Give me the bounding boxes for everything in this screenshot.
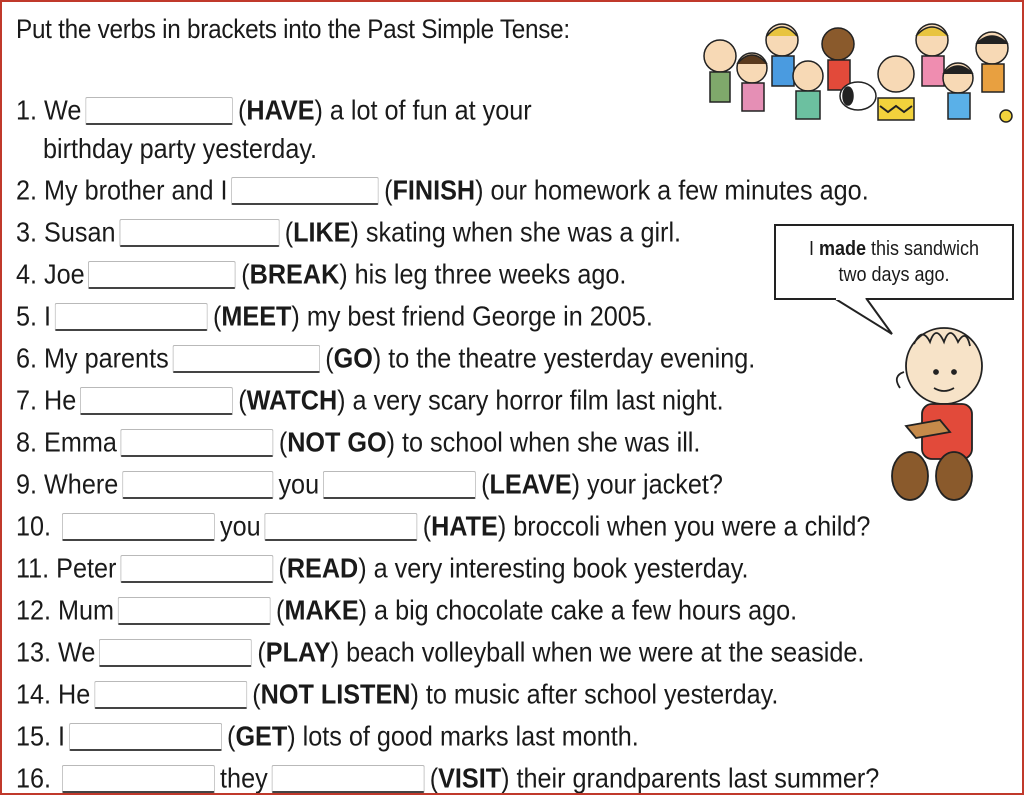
exercise-number: 4. bbox=[16, 258, 38, 290]
exercise-number: 5. bbox=[16, 300, 38, 332]
exercise-2 bbox=[16, 170, 869, 208]
verb-bracket: (BREAK bbox=[241, 258, 340, 290]
answer-blank-1-1[interactable] bbox=[85, 97, 233, 125]
answer-blank-4-1[interactable] bbox=[88, 261, 236, 289]
exercise-11 bbox=[16, 548, 749, 586]
exercise-number: 10. bbox=[16, 510, 52, 542]
exercise-rest: ) to the theatre yesterday evening. bbox=[372, 342, 756, 374]
verb-bracket: (NOT LISTEN bbox=[252, 678, 411, 710]
linus-with-sandwich-illustration bbox=[884, 314, 994, 504]
exercise-rest: ) a very scary horror film last night. bbox=[337, 384, 724, 416]
verb-base-form: VISIT bbox=[438, 762, 502, 794]
exercise-3 bbox=[16, 212, 681, 250]
exercise-mid-word: you bbox=[220, 510, 261, 542]
exercise-rest: ) to school when she was ill. bbox=[386, 426, 701, 458]
exercise-rest: ) a big chocolate cake a few hours ago. bbox=[358, 594, 798, 626]
answer-blank-3-1[interactable] bbox=[119, 219, 279, 247]
exercise-mid-word: you bbox=[278, 468, 320, 500]
answer-blank-12-1[interactable] bbox=[118, 597, 271, 625]
exercise-rest: ) to music after school yesterday. bbox=[410, 678, 779, 710]
exercise-number: 3. bbox=[16, 216, 38, 248]
answer-blank-16-1[interactable] bbox=[62, 765, 215, 793]
exercise-4 bbox=[16, 254, 626, 292]
exercise-number: 16. bbox=[16, 762, 52, 794]
verb-base-form: HAVE bbox=[246, 94, 315, 126]
verb-base-form: READ bbox=[286, 552, 359, 584]
answer-blank-6-1[interactable] bbox=[172, 345, 320, 373]
exercise-rest: ) broccoli when you were a child? bbox=[497, 510, 871, 542]
verb-bracket: (GET bbox=[227, 720, 288, 752]
exercise-15 bbox=[16, 716, 639, 754]
exercise-mid-word: they bbox=[220, 762, 268, 794]
exercise-8 bbox=[16, 422, 700, 460]
verb-bracket: (GO bbox=[325, 342, 373, 374]
exercise-rest: ) my best friend George in 2005. bbox=[291, 300, 653, 332]
verb-base-form: PLAY bbox=[265, 636, 331, 668]
exercise-number: 1. bbox=[16, 94, 38, 126]
verb-bracket: (LEAVE bbox=[481, 468, 572, 500]
exercise-12 bbox=[16, 590, 797, 628]
answer-blank-10-1[interactable] bbox=[62, 513, 215, 541]
verb-base-form: GO bbox=[333, 342, 373, 374]
exercise-subject: Susan bbox=[44, 216, 116, 248]
answer-blank-7-1[interactable] bbox=[80, 387, 233, 415]
verb-base-form: MEET bbox=[221, 300, 292, 332]
exercise-5 bbox=[16, 296, 653, 334]
exercise-subject: My brother and I bbox=[44, 174, 228, 206]
exercise-1-continuation: birthday party yesterday. bbox=[43, 133, 318, 164]
answer-blank-14-1[interactable] bbox=[94, 681, 247, 709]
verb-bracket: (MEET bbox=[213, 300, 292, 332]
verb-base-form: WATCH bbox=[246, 384, 338, 416]
exercise-rest: ) a very interesting book yesterday. bbox=[358, 552, 749, 584]
exercise-subject: He bbox=[44, 384, 77, 416]
exercise-rest: ) beach volleyball when we were at the seaside. bbox=[330, 636, 865, 668]
exercise-subject: I bbox=[58, 720, 66, 752]
exercise-subject: Emma bbox=[44, 426, 117, 458]
exercise-subject: Where bbox=[44, 468, 119, 500]
verb-base-form: LIKE bbox=[293, 216, 351, 248]
exercise-subject: I bbox=[44, 300, 52, 332]
verb-bracket: (READ bbox=[278, 552, 359, 584]
verb-bracket: (HAVE bbox=[237, 94, 315, 126]
exercise-10 bbox=[16, 506, 870, 544]
exercise-6 bbox=[16, 338, 755, 376]
verb-bracket: (MAKE bbox=[276, 594, 359, 626]
answer-blank-13-1[interactable] bbox=[99, 639, 252, 667]
speech-bubble bbox=[774, 224, 1014, 300]
verb-base-form: BREAK bbox=[249, 258, 340, 290]
answer-blank-11-1[interactable] bbox=[120, 555, 273, 583]
verb-base-form: LEAVE bbox=[489, 468, 572, 500]
verb-bracket: (NOT GO bbox=[278, 426, 387, 458]
exercise-number: 8. bbox=[16, 426, 38, 458]
answer-blank-10-2[interactable] bbox=[264, 513, 417, 541]
answer-blank-5-1[interactable] bbox=[55, 303, 208, 331]
exercise-number: 12. bbox=[16, 594, 52, 626]
verb-base-form: NOT LISTEN bbox=[260, 678, 411, 710]
verb-base-form: HATE bbox=[431, 510, 498, 542]
verb-bracket: (FINISH bbox=[384, 174, 476, 206]
verb-base-form: GET bbox=[235, 720, 288, 752]
exercise-number: 2. bbox=[16, 174, 38, 206]
exercise-rest: ) his leg three weeks ago. bbox=[339, 258, 627, 290]
exercise-number: 9. bbox=[16, 468, 38, 500]
exercise-rest: ) a lot of fun at your bbox=[314, 94, 532, 126]
exercise-number: 6. bbox=[16, 342, 38, 374]
exercise-subject: My parents bbox=[44, 342, 169, 374]
bubble-line-2: two days ago. bbox=[838, 264, 950, 286]
verb-base-form: MAKE bbox=[284, 594, 359, 626]
exercise-14 bbox=[16, 674, 778, 712]
verb-bracket: (VISIT bbox=[429, 762, 502, 794]
instructions-title: Put the verbs in brackets into the Past Simple Tense: bbox=[16, 14, 570, 44]
verb-bracket: (WATCH bbox=[238, 384, 338, 416]
exercise-subject: Peter bbox=[56, 552, 117, 584]
answer-blank-15-1[interactable] bbox=[69, 723, 222, 751]
answer-blank-2-1[interactable] bbox=[231, 177, 379, 205]
exercise-rest: ) our homework a few minutes ago. bbox=[475, 174, 869, 206]
verb-base-form: NOT GO bbox=[287, 426, 387, 458]
answer-blank-16-2[interactable] bbox=[271, 765, 424, 793]
exercise-rest: ) your jacket? bbox=[571, 468, 723, 500]
exercise-number: 13. bbox=[16, 636, 52, 668]
exercise-number: 7. bbox=[16, 384, 38, 416]
peanuts-characters-illustration bbox=[690, 18, 1020, 134]
exercise-number: 15. bbox=[16, 720, 52, 752]
bubble-line-1: I made this sandwich bbox=[808, 238, 980, 260]
exercise-subject: We bbox=[58, 636, 96, 668]
exercise-number: 11. bbox=[16, 552, 50, 584]
answer-blank-9-1[interactable] bbox=[122, 471, 273, 499]
exercise-rest: ) skating when she was a girl. bbox=[350, 216, 682, 248]
verb-bracket: (PLAY bbox=[257, 636, 331, 668]
exercise-1 bbox=[16, 90, 532, 128]
exercise-7 bbox=[16, 380, 724, 418]
answer-blank-8-1[interactable] bbox=[120, 429, 273, 457]
verb-bracket: (LIKE bbox=[284, 216, 351, 248]
exercise-number: 14. bbox=[16, 678, 52, 710]
exercise-subject: Mum bbox=[58, 594, 115, 626]
exercise-13 bbox=[16, 632, 864, 670]
exercise-subject: He bbox=[58, 678, 91, 710]
verb-bracket: (HATE bbox=[422, 510, 498, 542]
exercise-rest: ) their grandparents last summer? bbox=[501, 762, 880, 794]
exercise-16 bbox=[16, 758, 879, 795]
exercise-subject: We bbox=[44, 94, 82, 126]
exercise-subject: Joe bbox=[44, 258, 85, 290]
answer-blank-9-2[interactable] bbox=[323, 471, 476, 499]
verb-base-form: FINISH bbox=[392, 174, 476, 206]
exercise-9 bbox=[16, 464, 723, 502]
exercise-rest: ) lots of good marks last month. bbox=[287, 720, 639, 752]
